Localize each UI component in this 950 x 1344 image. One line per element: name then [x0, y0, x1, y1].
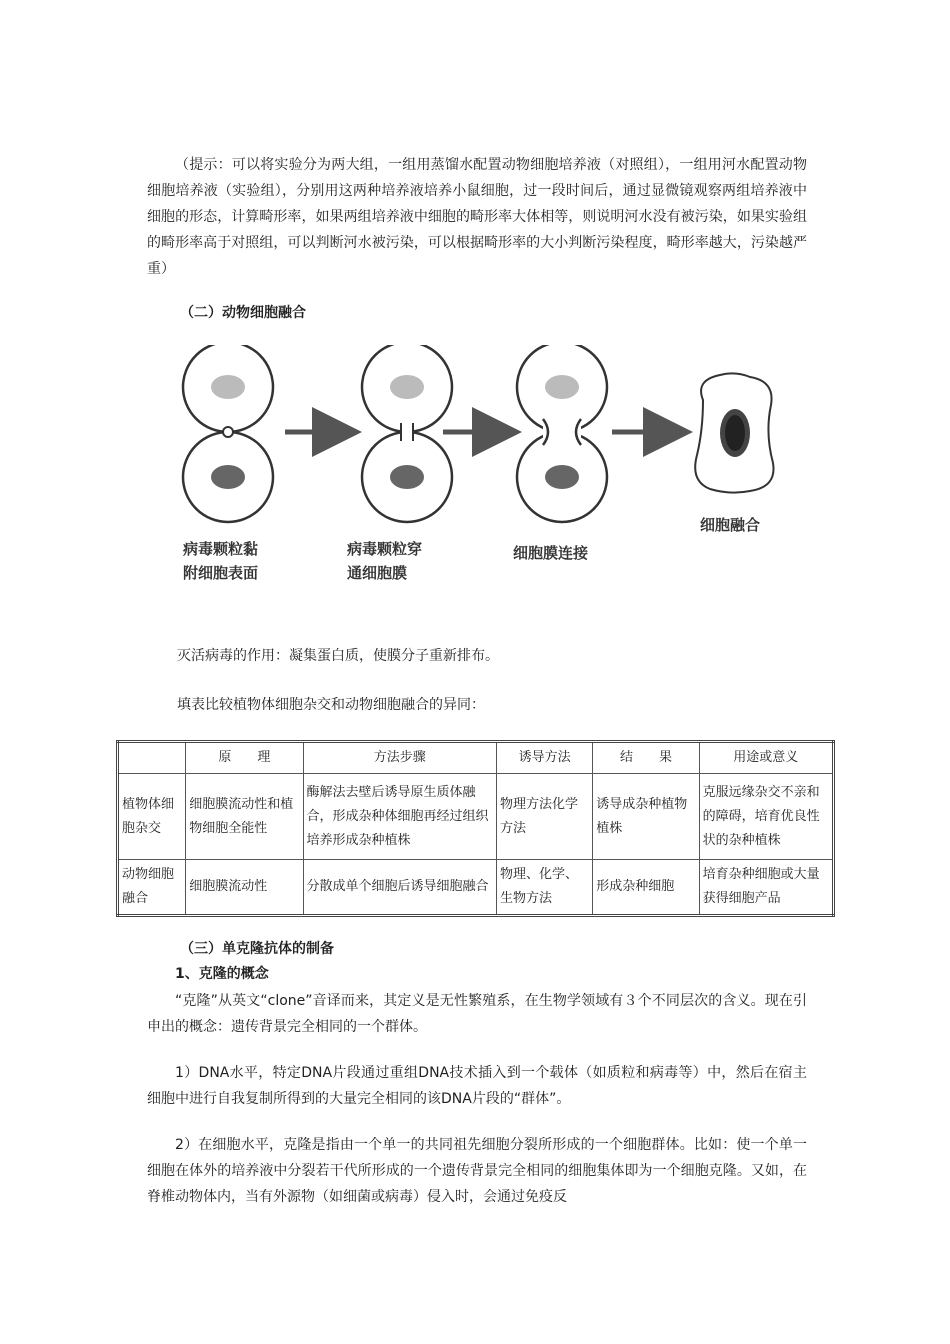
- label-step2-line2: 通细胞膜: [347, 564, 408, 582]
- stage4-fused-cell: [695, 373, 773, 492]
- table-row: [118, 860, 834, 916]
- table-cell: 物理方法化学方法: [497, 774, 593, 860]
- cell-level-paragraph: 2）在细胞水平，克隆是指由一个单一的共同祖先细胞分裂所形成的一个细胞群体。比如：使一个单一细胞在体外的培养液中分裂若干代所形成的一个遗传背景完全相同的细胞集体即为一个细胞克隆。又如，在脊椎动物体内，当有外源物（如细菌或病毒）侵入时，会通过免疫反: [147, 1137, 807, 1205]
- subsection1-title: 1、克隆的概念: [175, 966, 269, 982]
- table-cell: 酶解法去壁后诱导原生质体融合，形成杂种体细胞再经过组织培养形成杂种植株: [303, 774, 497, 860]
- stage1-cells: [183, 345, 273, 522]
- section3-title: （三）单克隆抗体的制备: [180, 941, 334, 957]
- header-cell: 原 理: [186, 742, 303, 774]
- table-header-row: [118, 742, 834, 774]
- virus-role-text: 灭活病毒的作用：凝集蛋白质，使膜分子重新排布。: [177, 648, 499, 664]
- table-intro-text: 填表比较植物体细胞杂交和动物细胞融合的异同：: [177, 697, 485, 713]
- table-cell: 分散成单个细胞后诱导细胞融合: [303, 860, 497, 916]
- table-cell: 诱导成杂种植物植株: [593, 774, 699, 860]
- header-cell: 方法步骤: [303, 742, 497, 774]
- table-cell: 克服远缘杂交不亲和的障碍，培育优良性状的杂种植株: [699, 774, 833, 860]
- table-cell: 植物体细胞杂交: [118, 774, 186, 860]
- label-step1-line2: 附细胞表面: [183, 564, 259, 582]
- header-cell: 用途或意义: [699, 742, 833, 774]
- label-step1: [183, 537, 258, 585]
- label-step2-line1: 病毒颗粒穿: [347, 540, 423, 558]
- header-cell: 诱导方法: [497, 742, 593, 774]
- table-cell: 细胞膜流动性: [186, 860, 303, 916]
- virus-particle: [223, 427, 233, 437]
- dna-level-paragraph: 1）DNA水平，特定DNA片段通过重组DNA技术插入到一个载体（如质粒和病毒等）中，然后在宿主细胞中进行自我复制所得到的大量完全相同的该DNA片段的“群体”。: [147, 1065, 807, 1107]
- table-cell: 形成杂种细胞: [593, 860, 699, 916]
- header-cell: 结 果: [593, 742, 699, 774]
- cell-fusion-diagram: [175, 345, 795, 595]
- table-cell: 动物细胞融合: [118, 860, 186, 916]
- label-step1-line1: 病毒颗粒黏: [183, 540, 259, 558]
- comparison-table: [116, 740, 835, 917]
- table-cell: 细胞膜流动性和植物细胞全能性: [186, 774, 303, 860]
- stage3-cells: [517, 345, 607, 522]
- table-cell: 培育杂种细胞或大量获得细胞产品: [699, 860, 833, 916]
- table-cell: 物理、化学、生物方法: [497, 860, 593, 916]
- table-row: [118, 774, 834, 860]
- clone-intro-paragraph: “克隆”从英文“clone”音译而来，其定义是无性繁殖系，在生物学领域有３个不同层次的含义。现在引申出的概念：遗传背景完全相同的一个群体。: [147, 993, 807, 1035]
- section2-title: （二）动物细胞融合: [180, 305, 306, 321]
- stage2-cells: [362, 345, 452, 522]
- label-step4: 细胞融合: [700, 516, 761, 534]
- header-cell: [118, 742, 186, 774]
- hint-paragraph: （提示：可以将实验分为两大组，一组用蒸馏水配置动物细胞培养液（对照组），一组用河水配置动物细胞培养液（实验组），分别用这两种培养液培养小鼠细胞，过一段时间后，通过显微镜观察两组培养液中细胞的形态，计算畸形率，如果两组培养液中细胞的畸形率大体相等，则说明河水没有被污染，如果实验组的畸形率高于对照组，可以判断河水被污染，可以根据畸形率的大小判断污染程度，畸形率越大，污染越严重）: [147, 157, 807, 277]
- label-step2: [347, 537, 422, 585]
- label-step3: 细胞膜连接: [513, 544, 589, 562]
